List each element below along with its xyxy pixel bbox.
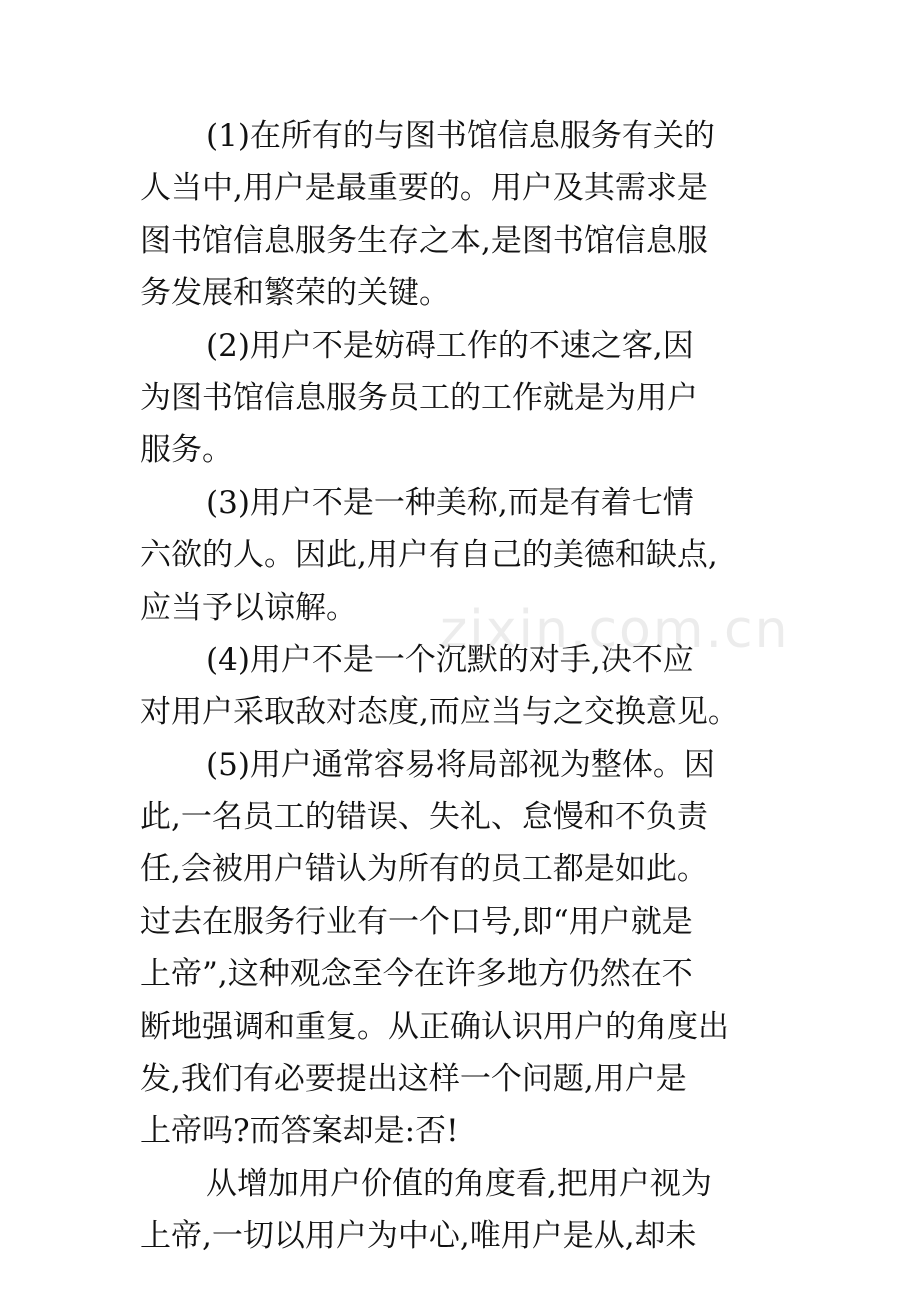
text-line: 应当予以谅解。 xyxy=(140,589,357,626)
text-line: (5)用户通常容易将局部视为整体。因 xyxy=(206,746,715,783)
text-line: 六欲的人。因此,用户有自己的美德和缺点, xyxy=(140,537,718,574)
text-line: 上帝吗?而答案却是:否! xyxy=(140,1113,459,1150)
text-line: 对用户采取敌对态度,而应当与之交换意见。 xyxy=(140,694,739,731)
text-line: 从增加用户价值的角度看,把用户视为 xyxy=(206,1165,712,1202)
text-line: 务发展和繁荣的关键。 xyxy=(140,275,450,312)
text-line: (2)用户不是妨碍工作的不速之客,因 xyxy=(206,327,694,364)
text-line: (4)用户不是一个沉默的对手,决不应 xyxy=(206,641,694,678)
text-line: 任,会被用户错认为所有的员工都是如此。 xyxy=(140,851,708,888)
text-line: 人当中,用户是最重要的。用户及其需求是 xyxy=(140,170,708,207)
text-line: 为图书馆信息服务员工的工作就是为用户 xyxy=(140,379,698,416)
text-line: 此,一名员工的错误、失礼、怠慢和不负责 xyxy=(140,799,708,836)
text-line: 发,我们有必要提出这样一个问题,用户是 xyxy=(140,1061,687,1098)
text-line: 上帝”,这种观念至今在许多地方仍然在不 xyxy=(140,956,693,993)
text-line: 过去在服务行业有一个口号,即“用户就是 xyxy=(140,903,693,940)
text-line: 服务。 xyxy=(140,432,233,469)
text-line: 图书馆信息服务生存之本,是图书馆信息服 xyxy=(140,222,708,259)
body-text xyxy=(140,110,920,1263)
watermark: zixin.com.cn xyxy=(440,600,790,660)
text-line: (1)在所有的与图书馆信息服务有关的 xyxy=(206,118,715,154)
text-line: (3)用户不是一种美称,而是有着七情 xyxy=(206,484,694,521)
text-line: 上帝,一切以用户为中心,唯用户是从,却未 xyxy=(140,1218,697,1255)
text-line: 断地强调和重复。从正确认识用户的角度出 xyxy=(140,1008,729,1045)
